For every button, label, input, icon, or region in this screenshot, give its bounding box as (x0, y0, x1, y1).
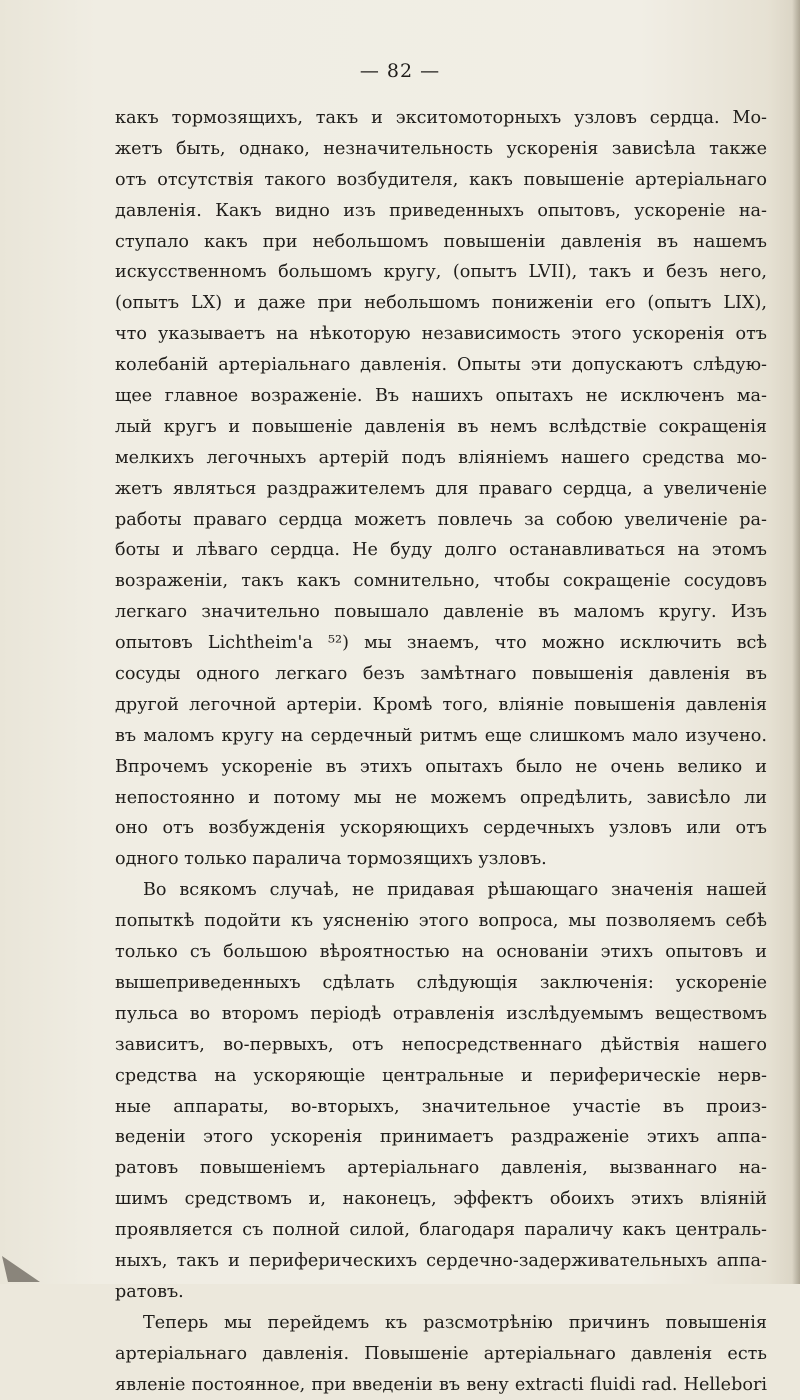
text-line: явленіе постоянное, при введеніи въ вену extracti fluidi rad. Hellebori (115, 1374, 767, 1395)
text-line: вышеприведенныхъ сдѣлать слѣдующія заключенія: ускореніе (115, 972, 767, 993)
text-line: отъ отсутствія такого возбудителя, какъ повышеніе артеріальнаго (115, 169, 767, 190)
text-line: давленія. Какъ видно изъ приведенныхъ опытовъ, ускореніе на- (115, 200, 767, 221)
text-line: сосуды одного легкаго безъ замѣтнаго повышенія давленія въ (115, 664, 767, 685)
text-line: мелкихъ легочныхъ артерій подъ вліяніемъ нашего средства мо- (115, 447, 767, 468)
text-line: ступало какъ при небольшомъ повышеніи давленія въ нашемъ (115, 231, 767, 252)
text-line: опытовъ Lichtheim'a ⁵²) мы знаемъ, что можно исключить всѣ (115, 633, 767, 654)
text-line: искусственномъ большомъ кругу, (опытъ LVII), такъ и безъ него, (115, 262, 767, 283)
text-line: ныхъ, такъ и периферическихъ сердечно-задерживательныхъ аппа- (115, 1250, 767, 1271)
text-line: зависитъ, во-первыхъ, отъ непосредственнаго дѣйствія нашего (115, 1034, 767, 1055)
text-line: артеріальнаго давленія. Повышеніе артеріальнаго давленія есть (115, 1343, 767, 1364)
text-line: въ маломъ кругу на сердечный ритмъ еще слишкомъ мало изучено. (115, 725, 767, 746)
text-line: только съ большою вѣроятностью на основаніи этихъ опытовъ и (115, 942, 767, 963)
text-line: ные аппараты, во-вторыхъ, значительное участіе въ произ- (115, 1096, 767, 1117)
text-line: пульса во второмъ періодѣ отравленія изслѣдуемымъ веществомъ (115, 1003, 767, 1024)
text-line: Впрочемъ ускореніе въ этихъ опытахъ было не очень велико и (115, 756, 767, 777)
text-line: жетъ быть, однако, незначительность ускоренія зависѣла также (115, 138, 767, 159)
text-line: Теперь мы перейдемъ къ разсмотрѣнію причинъ повышенія (143, 1312, 767, 1333)
page-edge-shadow (792, 0, 800, 1284)
text-line: шимъ средствомъ и, наконецъ, эффектъ обоихъ этихъ вліяній (115, 1189, 767, 1210)
body-text (115, 103, 767, 1400)
text-line: проявляется съ полной силой, благодаря параличу какъ централь- (115, 1220, 767, 1241)
text-line: средства на ускоряющіе центральные и периферическіе нерв- (115, 1065, 767, 1086)
text-line: ратовъ повышеніемъ артеріальнаго давленія, вызваннаго на- (115, 1158, 767, 1179)
text-line: одного только паралича тормозящихъ узловъ. (115, 849, 547, 870)
text-line: попыткѣ подойти къ уясненію этого вопроса, мы позволяемъ себѣ (115, 911, 767, 932)
page-corner-mark (0, 1254, 60, 1284)
text-line: какъ тормозящихъ, такъ и экситомоторныхъ узловъ сердца. Мо- (115, 108, 767, 128)
text-line: щее главное возраженіе. Въ нашихъ опытахъ не исключенъ ма- (115, 386, 767, 407)
text-line: оно отъ возбужденія ускоряющихъ сердечныхъ узловъ или отъ (115, 818, 767, 839)
text-line: непостоянно и потому мы не можемъ опредѣлить, зависѣло ли (115, 787, 767, 808)
page-number: — 82 — (359, 60, 441, 82)
text-line: колебаній артеріальнаго давленія. Опыты эти допускаютъ слѣдую- (115, 355, 767, 376)
text-line: возраженіи, такъ какъ сомнительно, чтобы сокращеніе сосудовъ (115, 571, 767, 592)
text-line: лый кругъ и повышеніе давленія въ немъ вслѣдствіе сокращенія (115, 416, 767, 437)
text-line: боты и лѣваго сердца. Не буду долго останавливаться на этомъ (115, 540, 767, 561)
text-line: ратовъ. (115, 1281, 184, 1302)
text-line: (опытъ LX) и даже при небольшомъ пониженіи его (опытъ LIX), (115, 293, 767, 314)
text-line: веденіи этого ускоренія принимаетъ раздраженіе этихъ аппа- (115, 1127, 767, 1148)
text-line: работы праваго сердца можетъ повлечь за собою увеличеніе ра- (115, 509, 767, 530)
text-line: жетъ являться раздражителемъ для праваго сердца, а увеличеніе (115, 478, 767, 499)
text-line: легкаго значительно повышало давленіе въ маломъ кругу. Изъ (115, 602, 767, 623)
text-line: что указываетъ на нѣкоторую независимость этого ускоренія отъ (115, 324, 767, 345)
text-line: другой легочной артеріи. Кромѣ того, вліяніе повышенія давленія (115, 694, 767, 715)
text-line: Во всякомъ случаѣ, не придавая рѣшающаго значенія нашей (143, 880, 767, 901)
